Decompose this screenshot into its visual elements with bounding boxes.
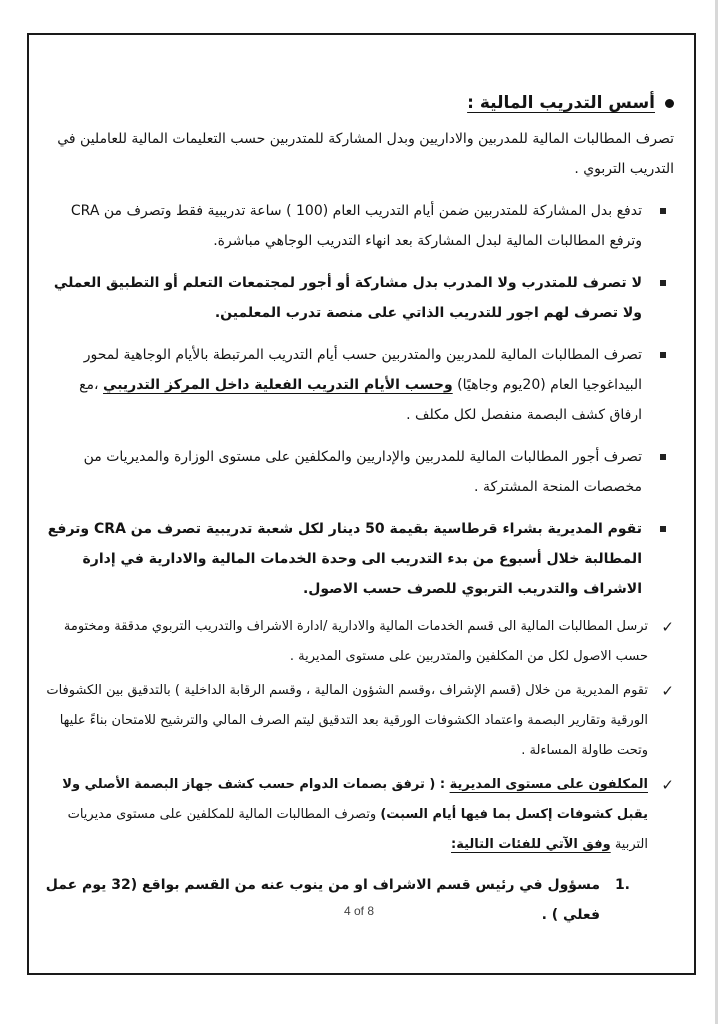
square-bullet-icon (660, 208, 666, 214)
list-item-text: تصرف المطالبات المالية للمدربين والمتدربين حسب أيام التدريب المرتبطة بالأيام الوجاهية لمحور البيداغوجيا العام (20يوم وجاهيًا) (83, 347, 642, 393)
check-item-text: تقوم المديرية من خلال (قسم الإشراف ،وقسم الشؤون المالية ، وقسم الرقابة الداخلية ) بالتدقيق بين الكشوفات الورقية وتقارير البصمة واعتماد الكشوفات الورقية بعد التدقيق ليتم الصرف المالي والترشيح للامتحان بناءً عليها وتحت طاولة المساءلة . (46, 683, 648, 758)
page-number: 4 of 8 (343, 904, 375, 918)
page-content (44, 90, 674, 930)
list-item-text: تدفع بدل المشاركة للمتدربين ضمن أيام التدريب العام (100 ) ساعة تدريبية فقط وتصرف من CRA وترفع المطالبات المالية لبدل المشاركة بعد انهاء التدريب الوجاهي مباشرة. (70, 203, 642, 249)
numbered-item-text: مسؤول في رئيس قسم الاشراف او من ينوب عنه من القسم بواقع (32 يوم عمل فعلي ) . (45, 877, 600, 923)
checkmark-icon: ✓ (661, 682, 674, 700)
check-item (44, 612, 674, 672)
list-item (44, 442, 674, 502)
check-item-text: : ( ترفق بصمات الدوام حسب كشف جهاز البصمة الأصلي ولا يقبل كشوفات إكسل بما فيها أيام السبت) (62, 777, 648, 822)
square-bullet-icon (660, 454, 666, 460)
check-item-label: المكلفون على مستوى المديرية (449, 777, 648, 792)
intro-paragraph: تصرف المطالبات المالية للمدربين والاداريين وبدل المشاركة للمتدربين حسب التعليمات المالية للعاملين في التدريب التربوي . (57, 131, 674, 177)
section-heading-text: أسس التدريب المالية : (467, 93, 655, 113)
numbered-item (44, 870, 674, 930)
checkmark-icon: ✓ (661, 618, 674, 636)
list-item-text: تقوم المديرية بشراء قرطاسية بقيمة 50 دينار لكل شعبة تدريبية تصرف من CRA وترفع المطالبة خلال أسبوع من بدء التدريب الى وحدة الخدمات المالية والادارية في إدارة الاشراف والتدريب التربوي للصرف حسب الاصول. (47, 521, 642, 597)
check-item (44, 770, 674, 860)
check-item-emphasis: وفق الآتي للفئات التالية: (451, 837, 611, 852)
square-bullet-icon (660, 352, 666, 358)
check-item (44, 676, 674, 766)
list-item-emphasis: وحسب الأيام التدريب الفعلية داخل المركز التدريبي (103, 377, 453, 393)
list-item-text: تصرف أجور المطالبات المالية للمدربين والإداريين والمكلفين على مستوى الوزارة والمديريات من مخصصات المنحة المشتركة . (83, 449, 642, 495)
check-item-text: ترسل المطالبات المالية الى قسم الخدمات المالية والادارية /ادارة الاشراف والتدريب التربوي مدققة ومختومة حسب الاصول لكل من المكلفين والمتدربين على مستوى المديرية . (63, 619, 648, 664)
list-item-text: لا تصرف للمتدرب ولا المدرب بدل مشاركة أو أجور لمجتمعات التعلم أو التطبيق العملي ولا تصرف لهم اجور للتدريب الذاتي على منصة تدرب المعلمين. (53, 275, 642, 321)
square-bullet-icon (660, 526, 666, 532)
square-bullet-icon (660, 280, 666, 286)
list-item (44, 196, 674, 256)
item-number: 1. (614, 877, 630, 893)
list-item (44, 514, 674, 604)
check-item-text: وتصرف المطالبات المالية للمكلفين على مستوى مديريات التربية (67, 807, 648, 852)
list-item (44, 340, 674, 430)
list-item (44, 268, 674, 328)
bullet-dot-icon (665, 99, 674, 108)
checkmark-icon: ✓ (661, 776, 674, 794)
section-heading (44, 90, 674, 116)
list-item-text: ،مع ارفاق كشف البصمة منفصل لكل مكلف . (79, 377, 642, 423)
